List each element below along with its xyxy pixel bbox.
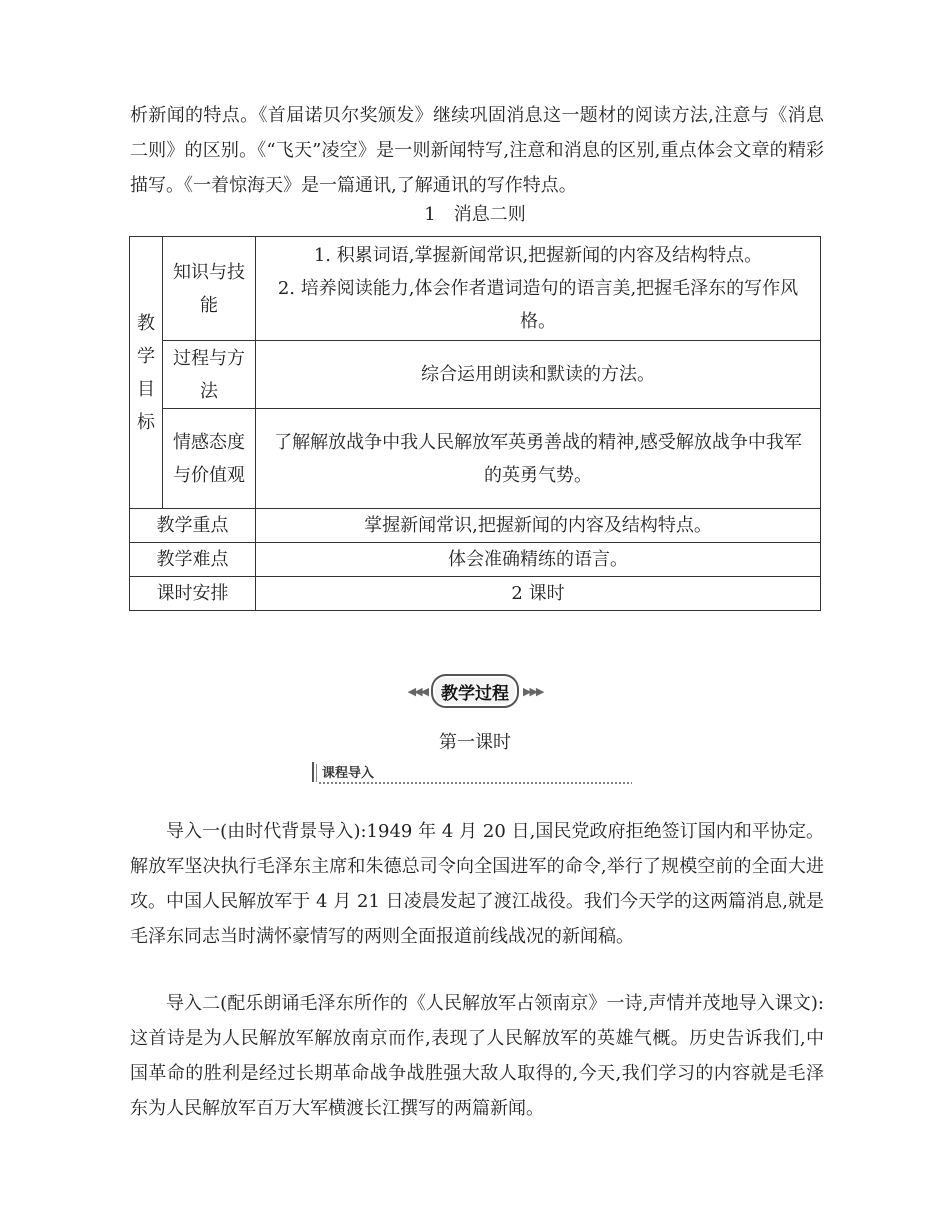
row-label-knowledge: 知识与技能 — [163, 237, 256, 341]
difficulty-content: 体会准确精练的语言。 — [256, 543, 821, 577]
knowledge-line-1: 1. 积累词语,掌握新闻常识,把握新闻的内容及结构特点。 — [313, 245, 763, 266]
key-point-content: 掌握新闻常识,把握新闻的内容及结构特点。 — [256, 509, 821, 543]
tag-bar-thin-icon — [316, 764, 317, 782]
row-content-process: 综合运用朗读和默读的方法。 — [256, 341, 821, 409]
teaching-objectives-table — [129, 236, 821, 611]
intro-paragraph: 析新闻的特点。《首届诺贝尔奖颁发》继续巩固消息这一题材的阅读方法,注意与《消息二则》的区别。《“飞天”凌空》是一则新闻特写,注意和消息的区别,重点体会文章的精彩描写。《一着惊海天》是一篇通讯,了解通讯的写作特点。 — [130, 105, 824, 196]
dotted-underline — [318, 781, 632, 785]
schedule-content: 2 课时 — [256, 577, 821, 611]
section-tag — [310, 760, 632, 788]
process-heading-banner — [384, 674, 566, 708]
row-label-emotion: 情感态度与价值观 — [163, 409, 256, 509]
section-tag-label: 课程导入 — [322, 766, 375, 781]
right-arrows-icon: ▶▶▶ — [523, 684, 543, 698]
period-title: 第一课时 — [439, 732, 511, 753]
schedule-label: 课时安排 — [130, 577, 256, 611]
row-label-process: 过程与方法 — [163, 341, 256, 409]
row-content-knowledge — [256, 237, 821, 341]
knowledge-line-2: 2. 培养阅读能力,体会作者遣词造句的语言美,把握毛泽东的写作风格。 — [277, 278, 799, 332]
row-content-emotion: 了解解放战争中我人民解放军英勇善战的精神,感受解放战争中我军的英勇气势。 — [256, 409, 821, 509]
tag-bar-icon — [312, 762, 314, 782]
process-heading: 教学过程 — [431, 674, 519, 708]
difficulty-label: 教学难点 — [130, 543, 256, 577]
intro-two-paragraph: 导入二(配乐朗诵毛泽东所作的《人民解放军占领南京》一诗,声情并茂地导入课文):这首诗是为人民解放军解放南京而作,表现了人民解放军的英雄气概。历史告诉我们,中国革命的胜利是经过长期革命战争战胜强大敌人取得的,今天,我们学习的内容就是毛泽东为人民解放军百万大军横渡长江撰写的两篇新闻。 — [130, 993, 824, 1119]
key-point-label: 教学重点 — [130, 509, 256, 543]
left-arrows-icon: ◀◀◀ — [407, 684, 427, 698]
lesson-title: 1 消息二则 — [424, 204, 526, 225]
intro-one-paragraph: 导入一(由时代背景导入):1949 年 4 月 20 日,国民党政府拒绝签订国内和平协定。解放军坚决执行毛泽东主席和朱德总司令向全国进军的命令,举行了规模空前的全面大进攻。中国人民解放军于 4 月 21 日凌晨发起了渡江战役。我们今天学的这两篇消息,就是毛泽东同志当时满怀豪情写的两则全面报道前线战况的新闻稿。 — [130, 821, 824, 947]
group-label-cell: 教学目标 — [130, 237, 163, 509]
